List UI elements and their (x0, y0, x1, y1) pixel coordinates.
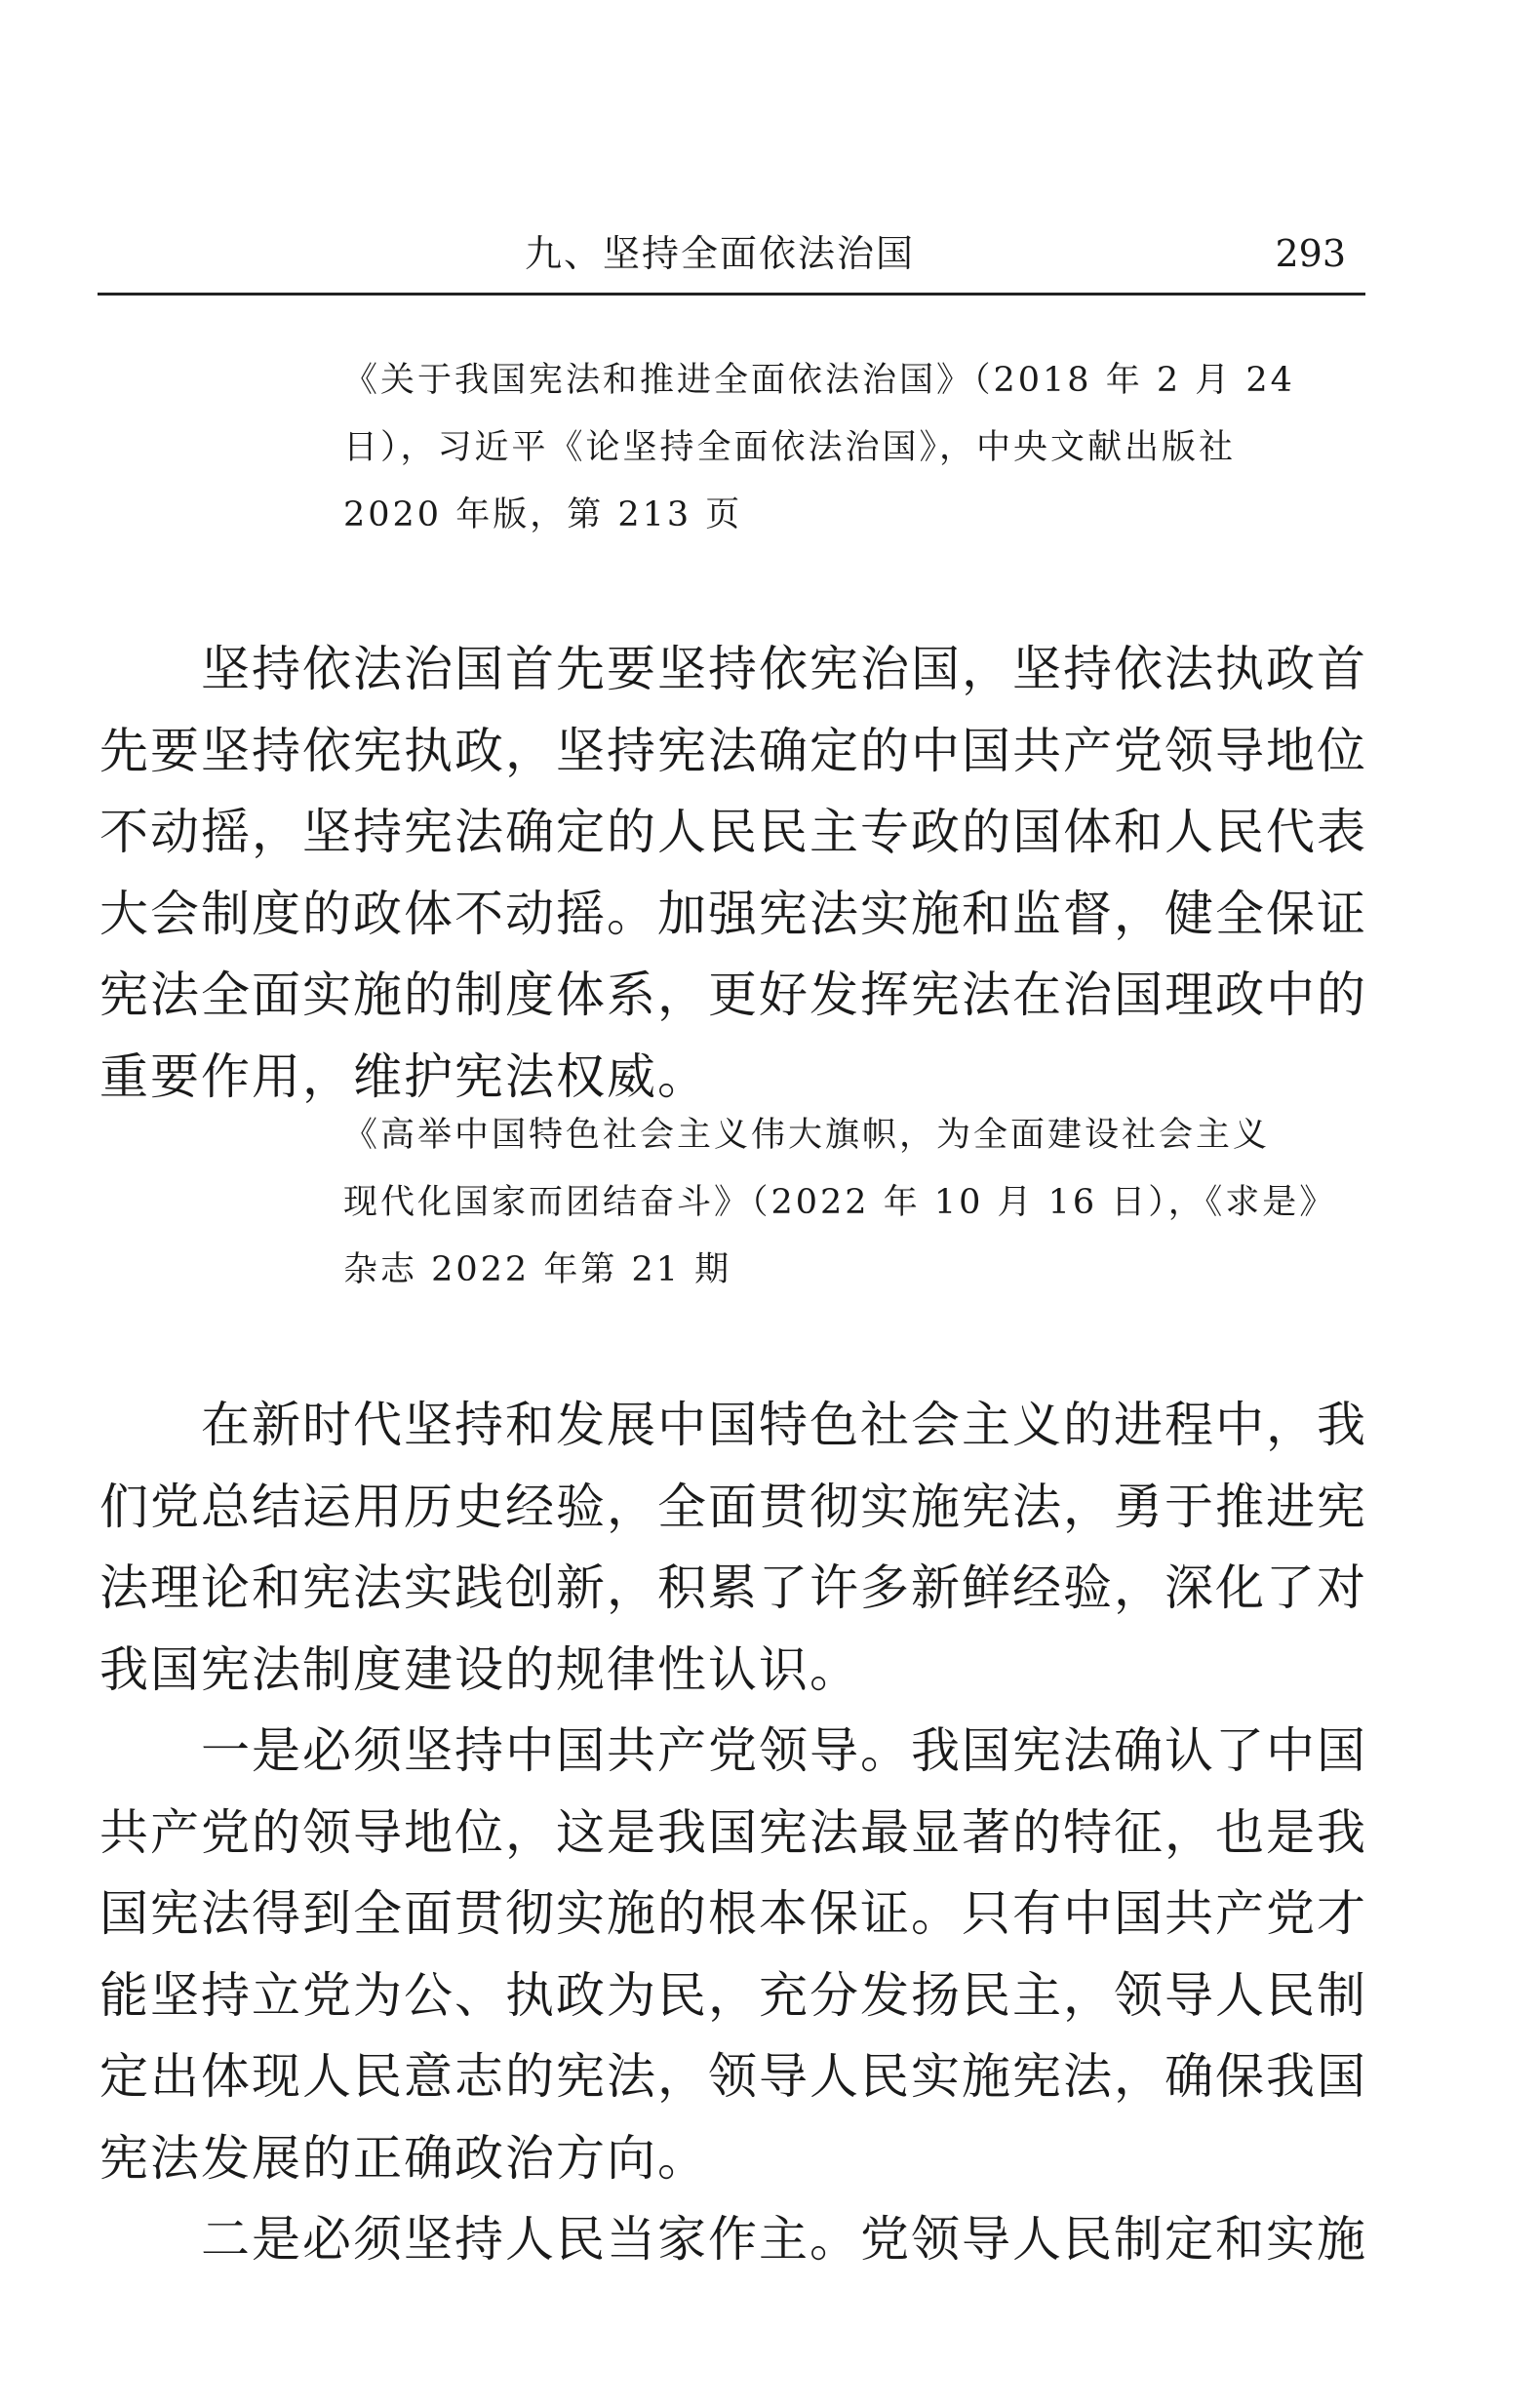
paragraph-line: 宪法发展的正确政治方向。 (99, 2129, 708, 2187)
quote-paragraph-4 (99, 2199, 1367, 2281)
source-citation-2 (343, 1102, 1358, 1304)
paragraph-line: 不动摇，坚持宪法确定的人民民主专政的国体和人民代表 (99, 804, 1367, 860)
quote-paragraph-1 (99, 629, 1367, 1118)
citation-line: 《关于我国宪法和推进全面依法治国》（2018 年 2 月 24 (343, 361, 1295, 400)
paragraph-line: 一是必须坚持中国共产党领导。我国宪法确认了中国 (201, 1722, 1367, 1779)
paragraph-line: 在新时代坚持和发展中国特色社会主义的进程中，我 (201, 1397, 1367, 1453)
citation-line: 现代化国家而团结奋斗》（2022 年 10 月 16 日），《求是》 (343, 1183, 1337, 1222)
citation-line: 杂志 2022 年第 21 期 (343, 1250, 732, 1289)
running-header (98, 224, 1365, 296)
paragraph-line: 先要坚持依宪执政，坚持宪法确定的中国共产党领导地位 (99, 722, 1367, 779)
chapter-title: 九、坚持全面依法治国 (525, 232, 916, 275)
paragraph-line: 定出体现人民意志的宪法，领导人民实施宪法，确保我国 (99, 2048, 1367, 2105)
citation-line: 2020 年版，第 213 页 (343, 495, 743, 534)
paragraph-line: 国宪法得到全面贯彻实施的根本保证。只有中国共产党才 (99, 1885, 1367, 1942)
paragraph-line: 共产党的领导地位，这是我国宪法最显著的特征，也是我 (99, 1803, 1367, 1861)
paragraph-line: 二是必须坚持人民当家作主。党领导人民制定和实施 (201, 2211, 1367, 2268)
paragraph-line: 坚持依法治国首先要坚持依宪治国，坚持依法执政首 (201, 641, 1367, 697)
page-number: 293 (1275, 232, 1346, 275)
paragraph-line: 能坚持立党为公、执政为民，充分发扬民主，领导人民制 (99, 1966, 1367, 2024)
quote-paragraph-3 (99, 1711, 1367, 2199)
paragraph-line: 重要作用，维护宪法权威。 (99, 1047, 708, 1105)
paragraph-line: 我国宪法制度建设的规律性认识。 (99, 1640, 860, 1698)
paragraph-line: 们党总结运用历史经验，全面贯彻实施宪法，勇于推进宪 (99, 1478, 1367, 1535)
quote-paragraph-2 (99, 1385, 1367, 1711)
source-citation-1 (343, 347, 1358, 549)
paragraph-line: 大会制度的政体不动摇。加强宪法实施和监督，健全保证 (99, 885, 1367, 942)
citation-line: 日），习近平《论坚持全面依法治国》，中央文献出版社 (343, 428, 1237, 467)
paragraph-line: 法理论和宪法实践创新，积累了许多新鲜经验，深化了对 (99, 1559, 1367, 1616)
citation-line: 《高举中国特色社会主义伟大旗帜，为全面建设社会主义 (343, 1116, 1271, 1155)
paragraph-line: 宪法全面实施的制度体系，更好发挥宪法在治国理政中的 (99, 967, 1367, 1023)
